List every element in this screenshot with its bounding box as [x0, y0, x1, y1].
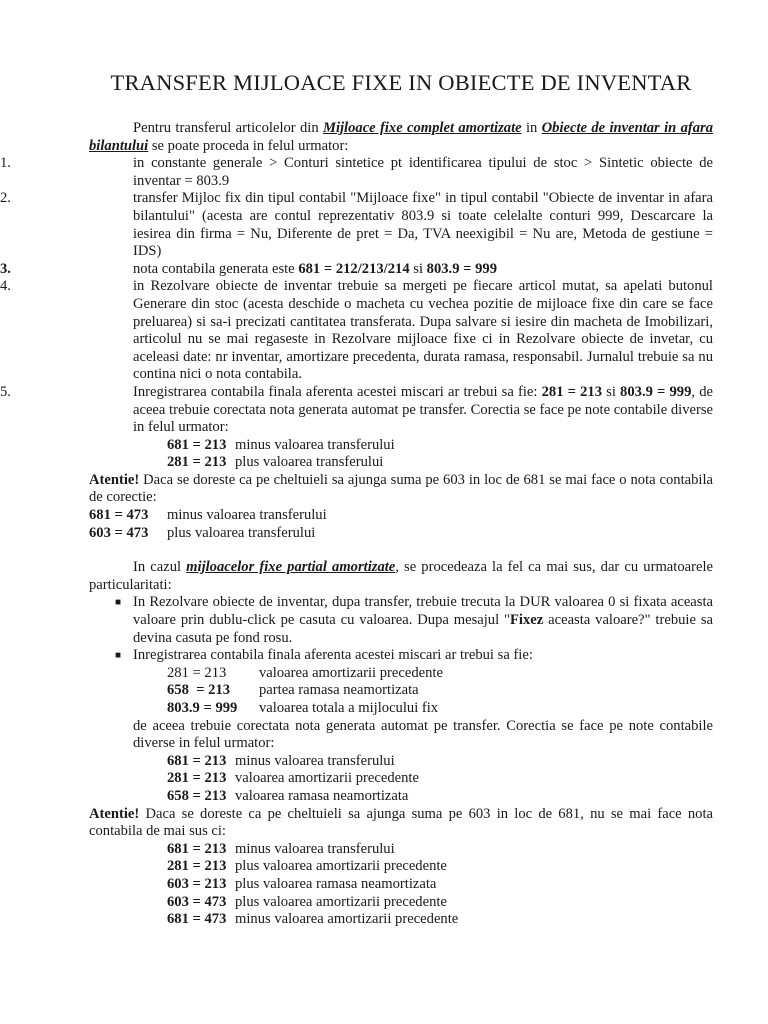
entry-desc: plus valoarea transferului	[167, 524, 316, 541]
entry-row	[89, 858, 713, 876]
steps-list	[0, 155, 713, 437]
entry-desc: minus valoarea amortizarii precedente	[235, 911, 459, 928]
entry-code: 658 = 213	[167, 787, 227, 804]
step5-entries	[89, 437, 713, 472]
entry-row	[89, 788, 713, 806]
entry-code: 603 = 473	[89, 524, 149, 541]
step-1	[0, 155, 713, 190]
atentie1-entries	[89, 507, 713, 542]
entry-row	[89, 437, 713, 455]
entry-desc: valoarea amortizarii precedente	[235, 770, 419, 787]
atentie-label: Atentie!	[89, 805, 140, 822]
intro-link-mijloace: Mijloace fixe complet amortizate	[322, 120, 522, 136]
entry-row	[89, 507, 713, 525]
intro-link-obiecte: Obiecte de inventar in afara bilantului	[89, 120, 714, 154]
intro-paragraph	[89, 120, 713, 155]
entry-row	[89, 665, 713, 683]
entry-desc: plus valoarea amortizarii precedente	[235, 893, 447, 910]
entry-code: 281 = 213	[167, 770, 227, 787]
entry-desc: partea ramasa neamortizata	[259, 682, 419, 699]
bullet-text: In Rezolvare obiecte de inventar, dupa transfer, trebuie trecuta la DUR valoarea 0 si fixata aceasta valoare prin dublu-click pe casuta cu valoarea. Dupa mesajul "	[133, 594, 713, 629]
entry-code: 681 = 213	[167, 752, 227, 769]
entry-code: 681 = 473	[167, 911, 227, 928]
entry-desc: minus valoarea transferului	[235, 752, 395, 769]
entry-code: 603 = 473	[167, 893, 227, 910]
intro-suffix: se poate proceda in felul urmator:	[148, 137, 349, 154]
partial-paragraph	[89, 559, 713, 594]
atentie-note-1	[89, 472, 713, 507]
step-2	[0, 190, 713, 260]
bullet-bold: Fixez	[510, 612, 544, 629]
entry-code: 681 = 213	[167, 840, 227, 857]
entry-code: 603 = 213	[167, 875, 227, 892]
partial-prefix: In cazul	[133, 559, 187, 576]
step-text: si	[602, 383, 621, 400]
step-3	[0, 261, 713, 279]
document-body	[0, 120, 714, 929]
step-number: 3.	[0, 260, 11, 277]
step-number: 1.	[0, 155, 11, 172]
entry-row	[89, 700, 713, 718]
entry-code: 281 = 213	[167, 664, 227, 681]
entry-code: 681 = 473	[89, 507, 149, 524]
account-entry: 681 = 212/213/214	[298, 260, 410, 277]
entry-row	[89, 770, 713, 788]
entry-row	[89, 454, 713, 472]
entry-row	[89, 682, 713, 700]
step-text: , de aceea trebuie corectata nota generata automat pe transfer. Corectia se face pe note contabile diverse in felul urmator:	[133, 383, 713, 436]
account-entry: 281 = 213	[541, 383, 602, 400]
partial-bullets	[89, 594, 713, 664]
atentie-label: Atentie!	[89, 471, 140, 488]
atentie-note-2	[89, 806, 713, 841]
entry-desc: minus valoarea transferului	[235, 840, 395, 857]
entry-row	[89, 894, 713, 912]
entry-desc: valoarea totala a mijlocului fix	[259, 700, 439, 716]
entry-code: 281 = 213	[167, 454, 227, 471]
step-text: in constante generale > Conturi sintetice pt identificarea tipului de stoc > Sintetic obiecte de inventar = 803.9	[133, 155, 713, 189]
bullet-item	[89, 594, 713, 647]
step-text: nota contabila generata este	[133, 260, 299, 277]
account-entry: 803.9 = 999	[620, 383, 692, 400]
entry-code: 281 = 213	[167, 858, 227, 875]
entry-row	[89, 753, 713, 771]
entry-desc: plus valoarea ramasa neamortizata	[235, 875, 437, 892]
step-4	[0, 278, 713, 384]
entry-desc: plus valoarea transferului	[235, 454, 384, 471]
entry-desc: plus valoarea amortizarii precedente	[235, 858, 447, 875]
step-text: si	[409, 260, 427, 277]
entry-desc: minus valoarea transferului	[167, 507, 327, 524]
entry-code: 658 = 213	[167, 682, 231, 699]
correction-paragraph: de aceea trebuie corectata nota generata automat pe transfer. Corectia se face pe note contabile diverse in felul urmator:	[133, 717, 713, 752]
step-number: 2.	[0, 190, 11, 207]
intro-mid: in	[521, 120, 542, 136]
step-text: transfer Mijloc fix din tipul contabil "Mijloace fixe" in tipul contabil "Obiecte de inventar in afara bilantului" (acesta are contul reprezentativ 803.9 si toate celelalte conturi 999, Descarcare la iesirea din firma = Nu, Diferente de pret = Da, TVA neexigibil = Nu are, Metoda de gestiune = IDS)	[133, 190, 713, 260]
entry-row	[89, 876, 713, 894]
document-title: TRANSFER MIJLOACE FIXE IN OBIECTE DE INVENTAR	[110, 70, 692, 95]
bullet-icon: ■	[115, 650, 122, 662]
step-number: 4.	[0, 278, 11, 295]
partial-link: mijloacelor fixe partial amortizate	[186, 559, 396, 576]
intro-prefix: Pentru transferul articolelor din	[133, 120, 323, 136]
entry-desc: valoarea ramasa neamortizata	[235, 787, 409, 804]
entry-code: 803.9 = 999	[167, 700, 238, 716]
entry-code: 681 = 213	[167, 436, 227, 453]
step-text: Inregistrarea contabila finala aferenta acestei miscari ar trebui sa fie:	[133, 383, 542, 400]
entry-row	[89, 841, 713, 859]
partial-suffix: , se procedeaza la fel ca mai sus, dar cu urmatoarele particularitati:	[89, 559, 713, 593]
step-number: 5.	[0, 383, 11, 400]
final-entries	[89, 665, 713, 718]
account-entry: 803.9 = 999	[426, 260, 497, 277]
step-5	[0, 384, 713, 437]
bullet-item	[89, 647, 713, 665]
entry-desc: valoarea amortizarii precedente	[259, 664, 443, 681]
correction-entries	[89, 753, 713, 806]
spacer	[89, 542, 713, 559]
entry-row	[89, 911, 713, 929]
entry-desc: minus valoarea transferului	[235, 436, 395, 453]
atentie-text: Daca se doreste ca pe cheltuieli sa ajunga suma pe 603 in loc de 681 se mai face o nota contabila de corectie:	[89, 471, 713, 506]
step-text: in Rezolvare obiecte de inventar trebuie sa mergeti pe fiecare articol mutat, sa apelati butonul Generare din stoc (acesta deschide o macheta cu vechea pozitie de mijloace fixe din care se face preluarea) si sa-i precizati cantitatea transferata. Dupa salvare si iesire din macheta de Imobilizari, articolul nu se mai regaseste in Rezolvare mijloace fixe ci in Rezolvare obiecte de invetar, cu aceleasi date: nr inventar, amortizare precedenta, durata ramasa, responsabil. Jurnalul trebuie sa nu contina nici o nota contabila.	[133, 278, 713, 383]
bullet-text: Inregistrarea contabila finala aferenta acestei miscari ar trebui sa fie:	[133, 647, 533, 664]
atentie-text: Daca se doreste ca pe cheltuieli sa ajunga suma pe 603 in loc de 681, nu se mai face nota contabila de mai sus ci:	[89, 805, 713, 840]
atentie2-entries	[89, 841, 713, 929]
entry-row	[89, 525, 713, 543]
bullet-icon: ■	[115, 597, 122, 609]
bullet-text: aceasta valoare?" trebuie sa devina casuta pe fond rosu.	[133, 612, 713, 646]
